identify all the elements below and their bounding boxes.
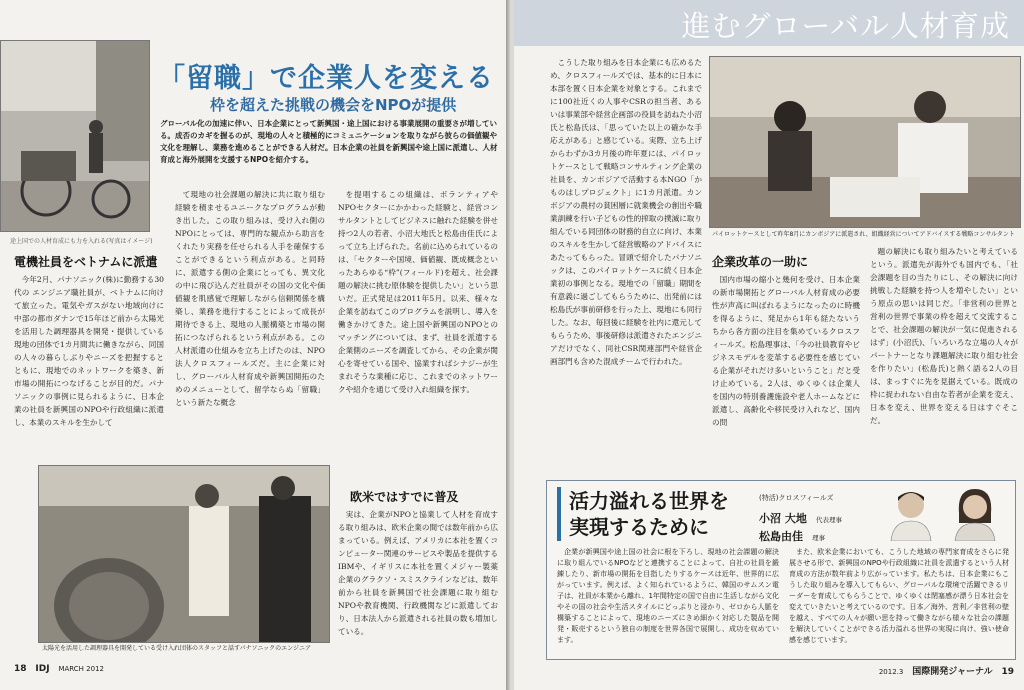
rickshaw-photo-image: [1, 41, 150, 232]
box-column-2: また、欧米企業においても、こうした地域の専門家育成をさらに発展させる形で、新興国のNPOや行政組織に社員を派遣するという人材育成の方法が数年前より広がっています。私たちは、日本企業にもこうした取り組みを導入してもらい、グローバルな環境で活躍できるリーダーを育成してもらうことで、ゆくゆくは閉塞感が漂う日本社会を変えていきたいと考えているのです。日本／海外、営利／非営利の壁を越え、すべての人々が願い思を持って働きながら様々な社会の課題を解決していくことができる活力溢れる世界の実現に向け、強い使命感を感じています。: [789, 548, 1009, 644]
right-col1-text: こうした取り組みを日本企業にも広めるため、クロスフィールズでは、基本的に日本に本部を置く日本企業を対象とする。これまでに100社近くの人事やCSRの担当者、あるいは事業部や経営企画部の役員を訪ねた小沼氏と松島氏は、「思っていた以上の確かな手応えがある」と感じている。実際、立ち上げからわずか3カ月後の昨年夏には、パイロットケースとして戦略コンサルティング企業の社員を、カンボジアで活動する本NGO「かものはしプロジェクト」に1カ月派遣。カンボジアの農村の貧困層に就業機会の創出や職業訓練を行い子どもの性的搾取の撲滅に取り組んでいる同団体の財務的自立に向け、本業のスキルを生かして経営戦略のアドバイスにあたってもらった。冒頭で紹介したパナソニックは、このパイロットケースに続く日本企業初の事例となる。現地での「留職」期間を有意義に過ごしてもらうために、出発前には松島氏が事前研修を行った上、現地にも同行した。なお、毎回後に経験を社内に還元してもらうため、事後研修は派遣されたエンジニアだけでなく、同社CSR関連部門や経営企画部門も含めた混成チームで行われた。: [550, 58, 702, 366]
right-col2-text: 国内市場の縮小と幾何を受け、日本企業の新市場開拓とグローバル人材育成の必要性が声高に叫ばれるようになったのに時機を得るように、発足から1年も経たないうちから各方面の注目を集めているクロスフィールズ。松島理事は、「今の社員教育やビジネスモデルを変革する必要性を感じている企業がそれだけ多いということ」だと受け止めている。2人は、ゆくゆくは企業人を国内の特別養護施設や老人ホームなどに派遣し、高齢化や移民受け入れなど、国内の問: [712, 275, 860, 427]
section-heading-west: 欧米ではすでに普及: [350, 490, 459, 504]
portrait-man: [885, 483, 937, 541]
right-col3-text: 題の解決にも取り組みたいと考えているという。派遣先が海外でも国内でも、「社会課題を目の当たりにし、その解決に向け挑戦した経験を持つ人を増やしたい」という原点の思いは同じだ。「非営利の世界と営利の世界で事業の枠を超えて交流することで、社会課題の解決が一気に促進されるはず」(小沼氏)、「いろいろな立場の人々がパートナーとなり課題解決に取り組む社会を作りたい」(松島氏)と熱く語る2人の目は、まっすぐに先を見据えている。既成の枠に捉われない自由な若者が企業を変え、日本を変え、世界を変える日はすぐそこだ。: [870, 247, 1018, 425]
left-column-3b: [338, 508, 498, 658]
left-col2-text: て現地の社会課題の解決に共に取り組む経験を積ませるユニークなプログラムが動き出した。この取り組みは、受け入れ側のNPOにとっては、専門的な観点から助言をくれたり実務を任せられる人手を確保することができるという利点がある。と同時に、派遣する側の企業にとっても、異文化の中に飛び込んだ社員がその国の文化や価値観を肌感覚で理解しながら信頼関係を構築し、業務を進行することによって成長が期待できる上、現地の人脈構築と市場の開拓につなげられるという利点がある。この人材派遣の仕組みを立ち上げたのは、NPO法人クロスフィールズだ。主に企業に対し、グローバル人材育成や新興国開拓のためのメニューとして、留学ならぬ「留職」という新たな概念: [175, 190, 325, 407]
right-photo-caption: パイロットケースとして昨年8月にカンボジアに派遣され、組織経営についてアドバイスする戦略コンサルタント: [712, 231, 1015, 238]
right-page-number: 19: [1001, 667, 1014, 677]
section-heading-reform: 企業改革の一助に: [712, 255, 809, 269]
right-column-1: [550, 56, 702, 476]
person2: [759, 525, 825, 544]
right-magazine-name: 国際開発ジャーナル: [912, 667, 993, 677]
person2-name: 松島由佳: [759, 530, 803, 543]
bottom-photo-caption: 太陽光を活用した調理器具を開発している受け入れ団体のスタッフと話すパナソニックのエンジニア: [42, 645, 311, 652]
consultant-meeting-photo-image: [710, 57, 1021, 228]
left-column-2: [175, 188, 325, 440]
right-column-2: [712, 273, 860, 473]
person1-name: 小沼 大地: [759, 512, 807, 525]
left-col3b-text: 実は、企業がNPOと協業して人材を育成する取り組みは、欧米企業の間では数年前から広まっている。例えば、アメリカに本社を置くコンピューター関連のサービスや製品を提供するIBMや、イギリスに本社を置くメジャー製薬企業のグラクソ・スミスクラインなどは、数年前から社員を新興国で社会課題に取り組むNPOや教育機関、行政機関などに派遣しており、日本法人から派遣される社員の数も増加している。: [338, 510, 498, 636]
article-headline: 「留職」で企業人を変える: [158, 63, 494, 94]
left-magazine-name: IDJ: [35, 664, 50, 674]
top-left-photo: [0, 40, 150, 232]
person1: [759, 507, 842, 526]
left-column-3: [338, 188, 498, 480]
person2-role: 理事: [812, 534, 826, 542]
person1-role: 代表理事: [815, 516, 842, 524]
right-page: [514, 0, 1024, 690]
interview-box: [546, 480, 1016, 660]
top-photo-caption: 途上国での人材育成にも力を入れる(写真はイメージ): [10, 238, 153, 245]
left-issue: MARCH 2012: [58, 665, 104, 673]
box-org: (特活)クロスフィールズ: [759, 494, 834, 502]
bottom-left-photo: [38, 465, 330, 643]
right-column-3: [870, 245, 1018, 473]
series-banner-text: 進むグローバル人材育成: [681, 9, 1010, 43]
portrait-woman: [949, 483, 1001, 541]
top-right-photo: [709, 56, 1021, 228]
left-page: [0, 0, 510, 690]
article-lead: グローバル化の加速に伴い、日本企業にとって新興国・途上国における事業展開の重要さが増している。成否のカギを握るのが、現地の人々と積極的にコミュニケーションを取りながら彼らの価値観や文化を理解し、業務を進めることができる人材だ。日本企業の社員を新興国や途上国に派遣し、人材育成と海外展開を支援するNPOを紹介する。: [160, 119, 498, 164]
right-page-folio: [879, 664, 1014, 677]
box-column-1: 企業が新興国や途上国の社会に根を下ろし、現地の社会課題の解決に取り組んでいるNPOなどと連携することによって、自社の社員を鍛錬したり、新市場の開拓を目指したりするケースは近年、世界的に広がっています。例えば、よく知られているように、韓国のサムスン電子は、社員が本業から離れ、1年間特定の国で自由に生活しながら文化やその国の社会や生活スタイルにどっぷりと浸かり、ゼロから人脈を構築することによって、現地のニーズにきめ細かく対応した製品を開発・販売するという独自の制度を世界各国で展開し、成功を収めています。: [557, 548, 779, 644]
box-title-line1: 活力溢れる世界を: [569, 489, 729, 513]
left-page-number: 18: [14, 664, 27, 674]
article-subheadline: 枠を超えた挑戦の機会をNPOが提供: [210, 96, 457, 114]
series-banner: [514, 0, 1024, 46]
box-title-line2: 実現するために: [569, 515, 709, 539]
box-title-bar: [557, 487, 561, 541]
left-page-folio: [14, 664, 104, 674]
left-column-1: [14, 273, 164, 439]
right-issue: 2012.3: [878, 668, 904, 676]
section-heading-vietnam: 電機社員をベトナムに派遣: [14, 255, 158, 269]
left-col3-text: を提唱するこの組織は、ボランティアやNPOセクターにかかわった経験と、経営コンサルタントとしてビジネスに触れた経験を併せ持つ2人の若者、小沼大地氏と松島由佳氏によって立ち上げられた。名前に込められているのは、「セクターや国境、価値観、既成概念といったあらゆる“枠”(フィールド)を超え、社会課題の解決に挑む原体験を提供したい」という思いだ。正式発足は2011年5月。以来、様々な企業を訪ねてこのプログラムを説明し、導入を働きかけてきた。途上国や新興国のNPOとのマッチングについては、まず、社員を派遣する企業側のニーズを調査してから、その企業が関心を寄せている国や、協業すればシナジーが生まれそうな業種に応じ、これまでのネットワークや紹介を通じて受け入れ組織を探す。: [338, 190, 498, 394]
solar-cooker-photo-image: [39, 466, 330, 643]
left-col1-text: 今年2月、パナソニック(株)に勤務する30代の エンジニア職社員が、ベトナムに向けて旅立った。電気やガスがない地域向けに中部の都市ダナンで15年ほど前から太陽光を活用した調理器具を開発・提供している現地の団体で1カ月間共に働きながら、同国の人々の暮らしぶりやニーズを把握するとともに、現地でのネットワークを築き、新市場の開拓につなげることが目的だ。パナソニックの事例に見られるように、日本企業の社員を新興国のNPOや行政組織に派遣し、本業のスキルを生かして: [14, 275, 164, 427]
